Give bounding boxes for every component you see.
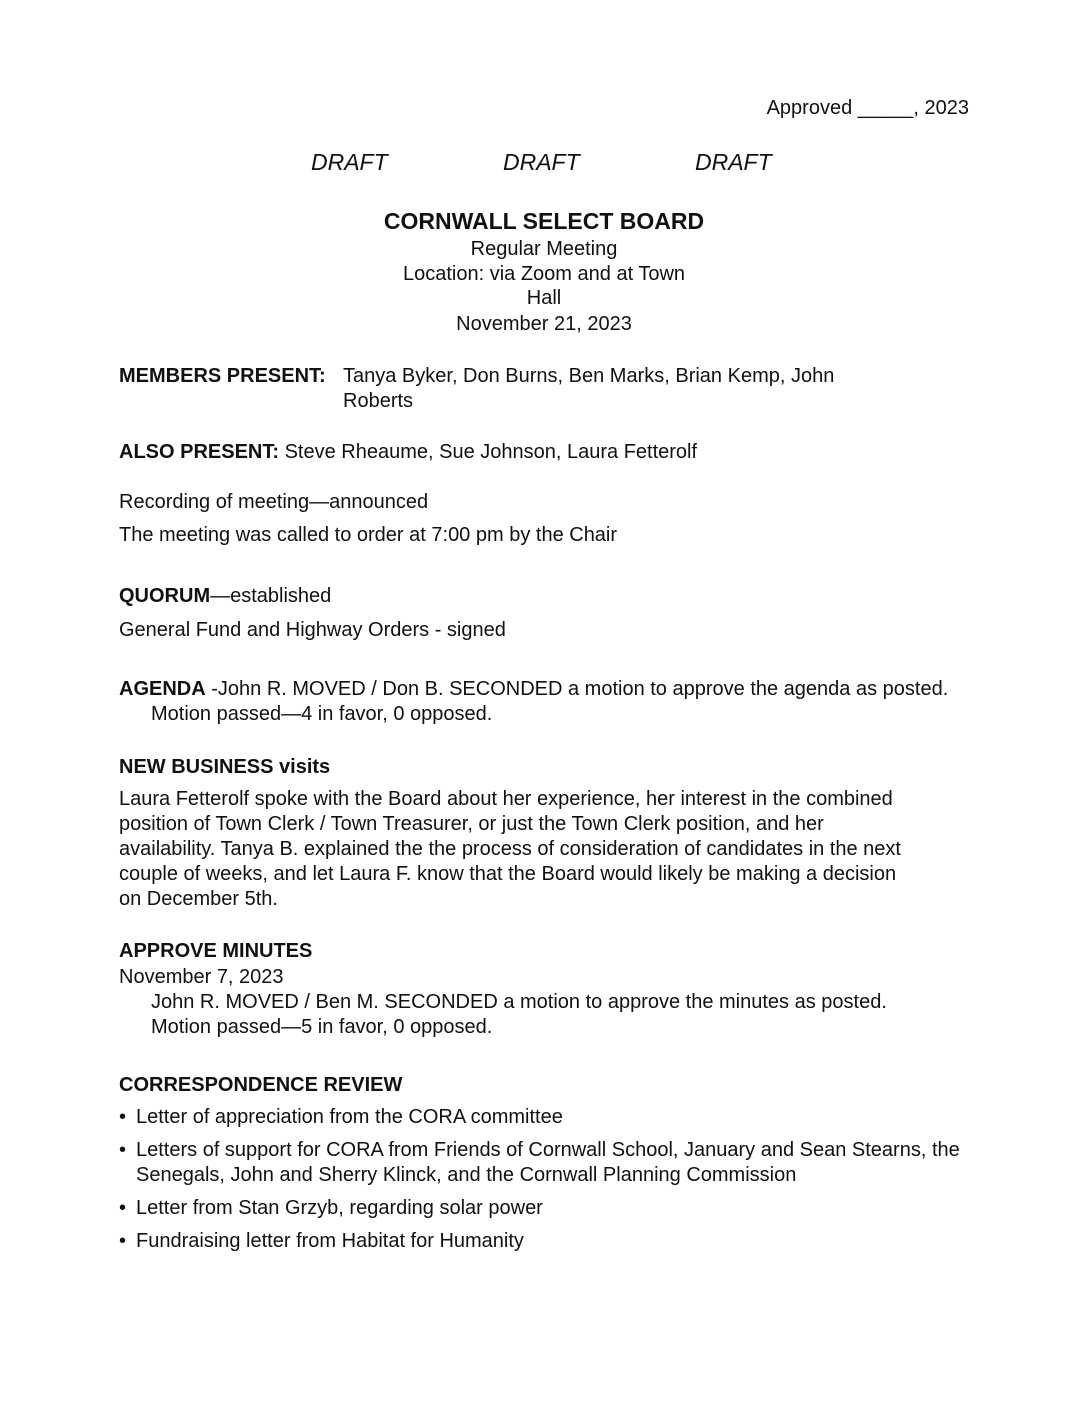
draft-mark: DRAFT <box>695 149 772 175</box>
recording-note: Recording of meeting—announced <box>119 491 429 513</box>
draft-mark: DRAFT <box>503 149 580 175</box>
members-present-line: Roberts <box>343 390 414 412</box>
members-present-line: Tanya Byker, Don Burns, Ben Marks, Brian Kemp, John <box>343 365 835 387</box>
paragraph-line: position of Town Clerk / Town Treasurer, or just the Town Clerk position, and her <box>119 813 824 835</box>
quorum-label: QUORUM <box>119 585 211 607</box>
approved-line: Approved _____, 2023 <box>766 97 969 119</box>
draft-mark: DRAFT <box>311 149 388 175</box>
bullet-icon: • <box>119 1197 127 1219</box>
members-present-list <box>343 364 903 414</box>
meeting-date: November 21, 2023 <box>456 313 632 335</box>
correspondence-list <box>119 1105 999 1262</box>
approve-minutes-heading: APPROVE MINUTES <box>119 940 313 962</box>
minutes-date: November 7, 2023 <box>119 966 284 988</box>
new-business-paragraph <box>119 787 979 912</box>
paragraph-line: Laura Fetterolf spoke with the Board about her experience, her interest in the combined <box>119 788 893 810</box>
quorum-status: —established <box>210 585 332 607</box>
new-business-heading: NEW BUSINESS visits <box>119 756 331 778</box>
list-item-text: Letter from Stan Grzyb, regarding solar power <box>136 1197 543 1219</box>
meeting-location-line1: Location: via Zoom and at Town <box>402 263 686 285</box>
call-to-order-note: The meeting was called to order at 7:00 pm by the Chair <box>119 524 618 546</box>
document-title: CORNWALL SELECT BOARD <box>383 208 705 234</box>
list-item <box>119 1196 999 1221</box>
also-present-label: ALSO PRESENT: <box>119 441 280 463</box>
paragraph-line: availability. Tanya B. explained the the process of consideration of candidates in the next <box>119 838 901 860</box>
members-present-label: MEMBERS PRESENT: <box>119 365 326 387</box>
quorum-note <box>119 584 331 609</box>
paragraph-line: on December 5th. <box>119 888 278 910</box>
agenda-paragraph <box>119 677 1011 727</box>
meeting-type: Regular Meeting <box>470 238 618 260</box>
minutes-motion-line: John R. MOVED / Ben M. SECONDED a motion to approve the minutes as posted. <box>151 991 887 1013</box>
bullet-icon: • <box>119 1139 127 1161</box>
list-item-text: Fundraising letter from Habitat for Humanity <box>136 1230 524 1252</box>
bullet-icon: • <box>119 1106 127 1128</box>
correspondence-heading: CORRESPONDENCE REVIEW <box>119 1074 403 1096</box>
bullet-icon: • <box>119 1230 127 1252</box>
list-item-text: Letters of support for CORA from Friends of Cornwall School, January and Sean Stearns, the Senegals, John and Sherry Klinck, and the Cornwall Planning Commission <box>136 1139 960 1186</box>
orders-note: General Fund and Highway Orders - signed <box>119 619 506 641</box>
also-present-names: Steve Rheaume, Sue Johnson, Laura Fetterolf <box>279 441 698 463</box>
agenda-text: -John R. MOVED / Don B. SECONDED a motion to approve the agenda as posted. Motion passed—4 in favor, 0 opposed. <box>151 678 949 725</box>
minutes-motion-result: Motion passed—5 in favor, 0 opposed. <box>151 1016 493 1038</box>
meeting-location-line2: Hall <box>526 287 562 309</box>
list-item <box>119 1105 999 1130</box>
list-item <box>119 1138 999 1188</box>
also-present <box>119 440 697 465</box>
paragraph-line: couple of weeks, and let Laura F. know that the Board would likely be making a decision <box>119 863 897 885</box>
agenda-label: AGENDA <box>119 678 206 700</box>
list-item-text: Letter of appreciation from the CORA committee <box>136 1106 563 1128</box>
list-item <box>119 1229 999 1254</box>
